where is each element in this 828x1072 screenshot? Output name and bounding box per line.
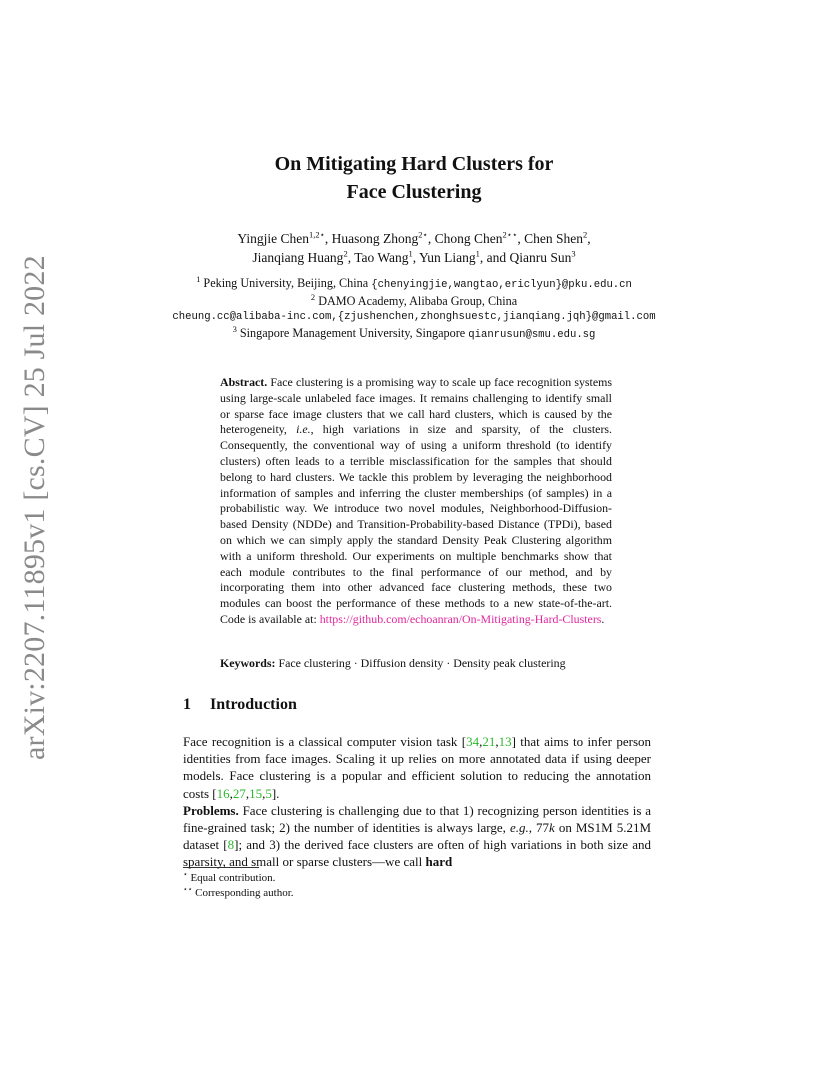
footnote-rule: [183, 867, 259, 868]
introduction-body: [183, 733, 651, 871]
abstract: [220, 375, 612, 628]
footnotes: [183, 871, 294, 901]
footnote-text: Corresponding author.: [195, 887, 294, 899]
affiliations: [150, 275, 678, 343]
citation-link[interactable]: 13: [498, 734, 512, 749]
keywords-text: Face clustering · Diffusion density · Density peak clustering: [278, 656, 566, 670]
affiliation-email: {chenyingjie,wangtao,ericlyun}@pku.edu.cn: [371, 279, 632, 291]
italic-text: e.g.: [509, 820, 529, 836]
author-name: Chen Shen: [524, 231, 584, 246]
section-number: 1: [183, 696, 191, 713]
footnote-mark: ⋆⋆: [183, 884, 193, 894]
author-name: Tao Wang: [354, 250, 409, 265]
text: , 77: [528, 820, 550, 836]
author-list: Yingjie Chen$^{1,2⋆}$, Huasong Zhong$^{2⋆}$, Chong Chen$^{2⋆⋆}$, Chen Shen$^2$, Jianqiang Huang$^2$, Tao Wang$^1$, Yun Liang$^1$, and Qianru Sun$^3$: [237, 229, 591, 265]
text: ] that aims to infer person identities from face images. Scaling it up relies on more annotated data if using deeper models. Face clustering is a popular and efficient solution to reducing the annotation costs [: [183, 734, 652, 801]
author-sup: 2⋆⋆: [502, 229, 518, 240]
abstract-end: .: [601, 611, 605, 626]
text: ]; and 3) the derived face clusters are often of high variations in both size and sparsity, and small or sparse clusters—we call: [183, 837, 652, 870]
affiliation-text: DAMO Academy, Alibaba Group, China: [318, 294, 518, 308]
abstract-text: , high variations in size and sparsity, of the clusters. Consequently, the conventional way of using a uniform threshold (to identify clusters) often leads to a terrible misclassification for the samples that should belong to hard clusters. We tackle this problem by leveraging the neighborhood information of samples and inferring the cluster memberships (of samples) in a probabilistic way. We introduce two novel modules, Neighborhood-Diffusion-based Density (NDDe) and Transition-Probability-based Distance (TPDi), based on which we can simply apply the standard Density Peak Clustering algorithm with a uniform threshold. Our experiments on multiple benchmarks show that each module contributes to the final performance of our method, and by incorporating them into other advanced face clustering methods, these two modules can boost the performance of these methods to a new state-of-the-art. Code is available at:: [220, 422, 612, 626]
author-sup: 1,2⋆: [308, 229, 325, 240]
author-sup: 1: [475, 248, 480, 259]
text: ].: [271, 785, 280, 801]
citation-link[interactable]: 27: [232, 785, 246, 801]
affiliation-sup: 2: [310, 291, 316, 302]
author-sup: 2⋆: [418, 229, 428, 240]
author-sup: 2: [343, 248, 348, 259]
footnote-mark: ⋆: [183, 869, 188, 879]
text: Face recognition is a classical computer vision task [: [183, 734, 467, 749]
footnote-2: [183, 886, 294, 901]
citation-link[interactable]: 34: [466, 734, 480, 749]
affiliation-1: [150, 275, 678, 293]
title-line-1: On Mitigating Hard Clusters for: [274, 153, 554, 175]
affiliation-email: qianrusun@smu.edu.sg: [468, 329, 596, 341]
keywords-heading: Keywords:: [220, 656, 276, 670]
abstract-italic: i.e.: [296, 422, 311, 437]
footnote-1: [183, 871, 294, 886]
text: Face clustering is challenging due to that 1) recognizing person identities is a fine-grained task; 2) the number of identities is always large,: [183, 802, 651, 836]
author-name: Yun Liang: [419, 250, 476, 265]
citation-link[interactable]: 8: [227, 837, 235, 853]
author-name: Chong Chen: [434, 231, 503, 246]
abstract-heading: Abstract.: [220, 375, 268, 389]
paper-title: [0, 150, 828, 206]
text: on MS1M 5.21M dataset [: [183, 820, 652, 853]
author-name: Huasong Zhong: [331, 231, 419, 246]
affiliation-sup: 3: [232, 323, 237, 334]
author-name: Yingjie Chen: [237, 231, 309, 246]
section-heading: [183, 696, 297, 714]
abstract-text: Face clustering is a promising way to scale up face recognition systems using large-scale unlabeled face images. It remains challenging to identify small or sparse face image clusters that we call hard clusters, which is caused by the heterogeneity,: [220, 375, 612, 437]
keywords: [220, 656, 640, 671]
citation-link[interactable]: 5: [265, 785, 272, 801]
citation-link[interactable]: 21: [482, 734, 496, 749]
affiliation-3: [150, 325, 678, 343]
affiliation-text: Singapore Management University, Singapore: [239, 326, 469, 340]
code-link[interactable]: https://github.com/echoanran/On-Mitigating-Hard-Clusters: [319, 611, 602, 626]
paragraph: Face recognition is a classical computer vision task [34,21,13] that aims to infer person identities from face images. Scaling it up relies on more annotated data if using deeper models. Face clustering is a popular and efficient solution to reducing the annotation costs [16,27,15,5].: [183, 734, 652, 801]
italic-text: k: [549, 820, 555, 836]
affiliation-2: [150, 293, 678, 309]
affiliation-2-email: cheung.cc@alibaba-inc.com,{zjushenchen,zhonghsuestc,jianqiang.jqh}@gmail.com: [172, 311, 656, 323]
author-name: Jianqiang Huang: [252, 250, 344, 265]
citation-link[interactable]: 15: [249, 785, 263, 801]
section-title: Introduction: [210, 696, 297, 713]
affiliation-text: Peking University, Beijing, China: [203, 276, 372, 290]
author-sup: 1: [408, 248, 413, 259]
arxiv-identifier: arXiv:2207.11895v1 [cs.CV] 25 Jul 2022: [18, 255, 51, 760]
bold-text: hard: [425, 854, 453, 870]
affiliation-sup: 1: [196, 273, 201, 284]
citation-link[interactable]: 16: [216, 785, 230, 801]
paragraph-lead: Problems.: [183, 802, 239, 818]
paragraph: [183, 802, 651, 871]
author-sup: 2: [583, 229, 588, 240]
footnote-text: Equal contribution.: [190, 872, 276, 884]
author-sup: 3: [571, 248, 576, 259]
title-line-2: Face Clustering: [346, 181, 482, 203]
author-name: Qianru Sun: [509, 250, 572, 265]
